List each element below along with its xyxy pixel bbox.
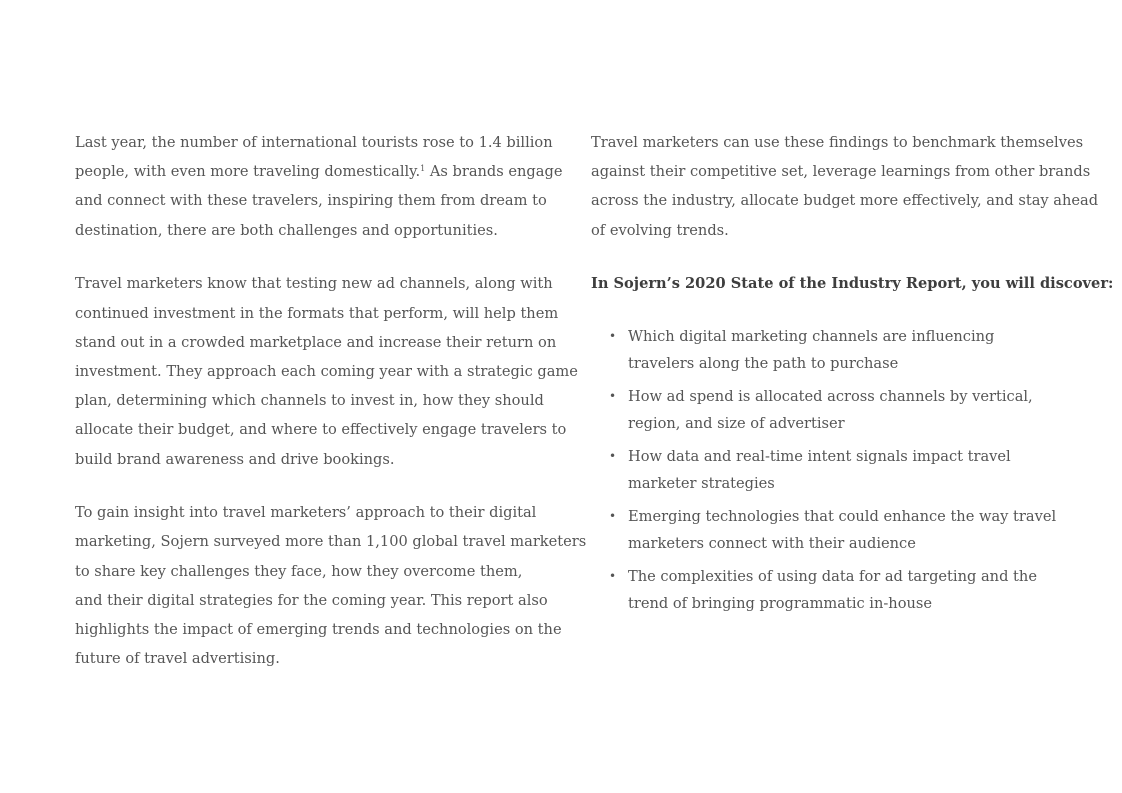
list-item	[591, 443, 1069, 497]
bullet-icon: •	[609, 449, 617, 464]
paragraph-gap	[75, 474, 550, 499]
intro-paragraph	[75, 128, 563, 245]
text-line: Which digital marketing channels are influencing	[628, 328, 995, 346]
left-column	[75, 128, 587, 673]
list-item	[591, 323, 1069, 377]
text-line: trend of bringing programmatic in-house	[628, 595, 933, 613]
right-column	[591, 128, 1114, 623]
text-line: How data and real-time intent signals impact travel	[628, 448, 1011, 466]
bullet-icon: •	[609, 509, 617, 524]
text-line: The complexities of using data for ad targeting and the	[628, 568, 1037, 586]
text-line: to share key challenges they face, how they overcome them,	[75, 562, 523, 580]
benchmark-paragraph	[591, 128, 1099, 245]
discover-heading: In Sojern’s 2020 State of the Industry Report, you will discover:	[591, 275, 1114, 293]
text-line: destination, there are both challenges and opportunities.	[75, 221, 498, 239]
strategy-paragraph	[75, 269, 578, 473]
text-line: stand out in a crowded marketplace and increase their return on	[75, 333, 557, 351]
text-line: travelers along the path to purchase	[628, 355, 899, 373]
text-line: future of travel advertising.	[75, 650, 280, 668]
text-line: allocate their budget, and where to effectively engage travelers to	[75, 421, 567, 439]
text-segment: people, with even more traveling domestically.	[75, 163, 421, 181]
text-line: Travel marketers know that testing new ad channels, along with	[75, 275, 553, 293]
bullet-icon: •	[609, 329, 617, 344]
text-line: build brand awareness and drive bookings.	[75, 450, 395, 468]
discover-list	[591, 323, 1069, 617]
text-line: against their competitive set, leverage learnings from other brands	[591, 163, 1091, 181]
text-line: Travel marketers can use these findings to benchmark themselves	[591, 134, 1084, 151]
text-line: Last year, the number of international tourists rose to 1.4 billion	[75, 134, 553, 151]
bullet-icon: •	[609, 569, 617, 584]
text-line: marketing, Sojern surveyed more than 1,100 global travel marketers	[75, 533, 587, 551]
text-line: region, and size of advertiser	[628, 415, 845, 433]
text-line: and their digital strategies for the coming year. This report also	[75, 591, 548, 609]
survey-paragraph	[75, 498, 587, 673]
text-line: of evolving trends.	[591, 221, 729, 239]
text-segment: As brands engage	[425, 163, 563, 181]
text-line: Emerging technologies that could enhance the way travel	[628, 508, 1057, 526]
text-line: continued investment in the formats that perform, will help them	[75, 304, 559, 322]
paragraph-gap	[591, 245, 1069, 270]
text-line: marketer strategies	[628, 475, 775, 493]
paragraph-gap	[591, 298, 1069, 323]
text-line: and connect with these travelers, inspiring them from dream to	[75, 192, 547, 210]
list-item	[591, 563, 1069, 617]
list-item	[591, 503, 1069, 557]
list-item	[591, 383, 1069, 437]
text-line: marketers connect with their audience	[628, 535, 916, 553]
footnote-marker: 1	[420, 164, 426, 174]
bullet-icon: •	[609, 389, 617, 404]
text-line: To gain insight into travel marketers’ approach to their digital	[75, 504, 537, 522]
text-line: How ad spend is allocated across channels by vertical,	[628, 388, 1033, 406]
text-line: investment. They approach each coming year with a strategic game	[75, 362, 578, 380]
text-line: highlights the impact of emerging trends and technologies on the	[75, 621, 562, 639]
text-line: plan, determining which channels to invest in, how they should	[75, 392, 544, 410]
paragraph-gap	[75, 245, 550, 270]
text-line	[75, 157, 563, 186]
text-line: across the industry, allocate budget more effectively, and stay ahead	[591, 192, 1099, 210]
